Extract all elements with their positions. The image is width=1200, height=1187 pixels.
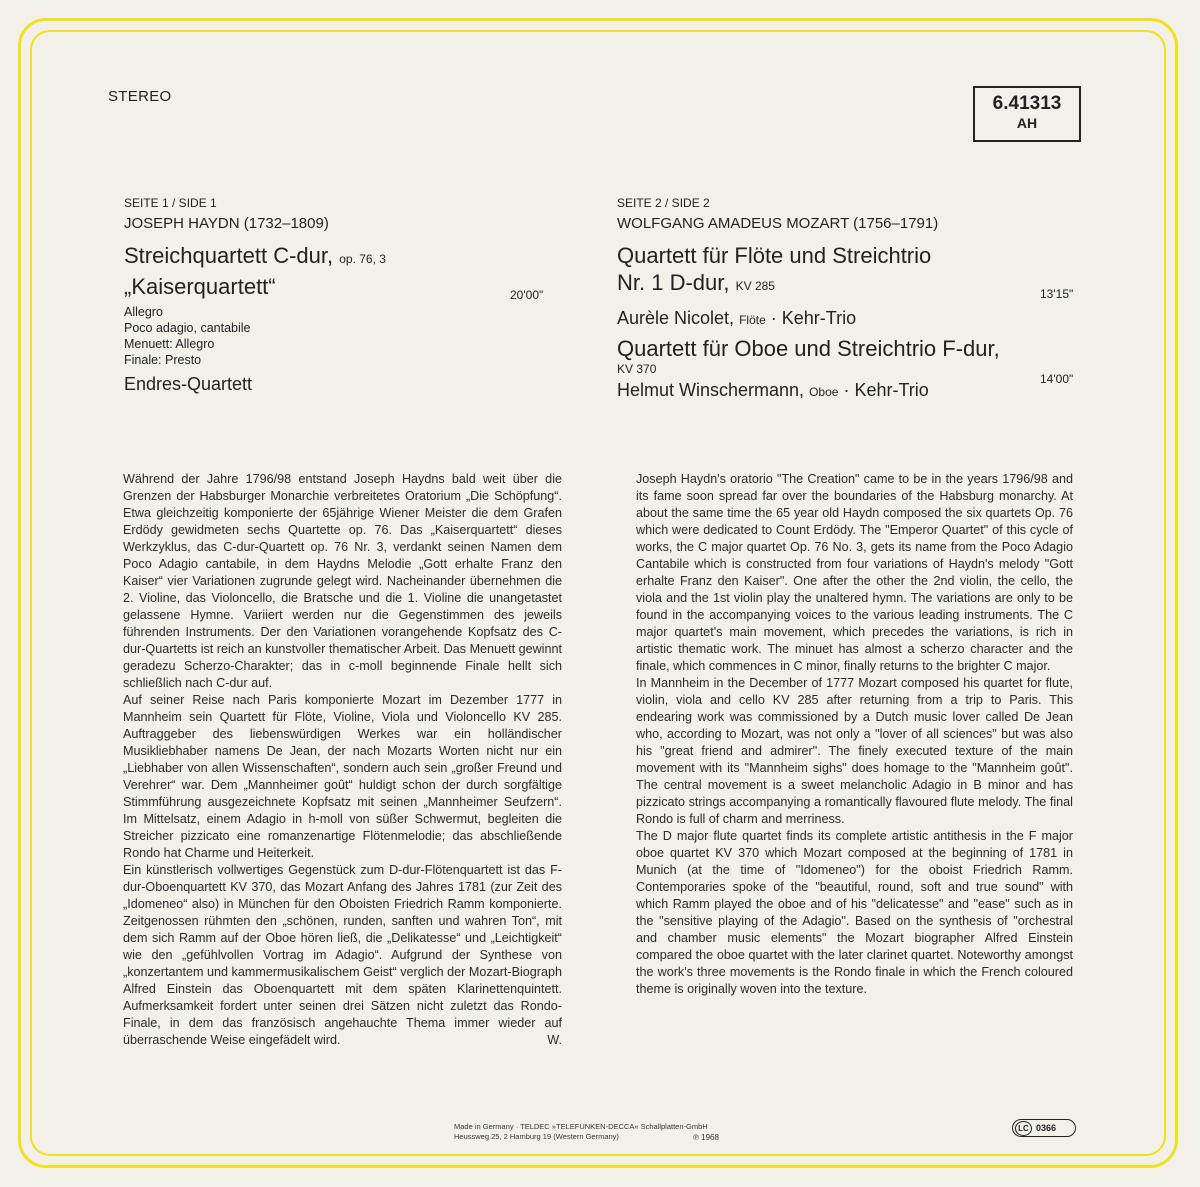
catalog-number-box bbox=[973, 86, 1081, 142]
performer-name: Helmut Winschermann, bbox=[617, 380, 805, 400]
footer-line-2: Heussweg 25, 2 Hamburg 19 (Western Germany) bbox=[454, 1132, 619, 1141]
notes-paragraph: In Mannheim in the December of 1777 Mozart composed his quartet for flute, violin, viola and cello KV 285 after returning from a trip to Paris. This endearing work was commissioned by a Dutch music lover called De Jean who, according to Mozart, was not only a "lover of all sciences" but was also his "great friend and admirer". The finely executed texture of the main movement with its "Mannheim sighs" does homage to the "Mannheim goût". The central movement is a sweet melancholic Adagio in B minor and has pizzicato strings accompanying a romantically flavoured flute melody. The final Rondo is full of charm and merriness. bbox=[636, 676, 1073, 826]
notes-paragraph: Joseph Haydn's oratorio "The Creation" came to be in the years 1796/98 and its fame soon spread far over the boundaries of the Habsburg monarchy. At about the same time the 65 year old Haydn composed the six quartets Op. 76 which were dedicated to Count Erdödy. The "Emperor Quartet" of this cycle of works, the C major quartet Op. 76 No. 3, gets its name from the Poco Adagio Cantabile which is constructed from four variations of Haydn's melody "Gott erhalte Franz den Kaiser". One after the other the 2nd violin, the cello, the viola and the 1st violin play the unaltered hymn. The variations are only to be found in the accompanying voices to the various leading instruments. The C major quartet's main movement, which precedes the variations, is rich in artistic thematic work. The minuet has almost a scherzo character and the finale, which commences in C minor, finally returns to the brighter C major. bbox=[636, 472, 1073, 673]
side2-program bbox=[617, 196, 1077, 401]
catalog-number: 6.41313 bbox=[992, 93, 1062, 114]
notes-paragraph: Ein künstlerisch vollwertiges Gegenstück zum D-dur-Flötenquartett ist das F-dur-Oboenquartett KV 370, das Mozart Anfang des Jahres 1781 (zur Zeit des „Idomeneo“ also) in München für den Oboisten Friedrich Ramm komponierte. Zeitgenossen rühmten den „schönen, runden, sanften und wahren Ton“, mit dem sich Ramm auf der Oboe hören ließ, die „Delikatesse“ und „Leichtigkeit“ wie den „gefühlvollen Vortrag im Adagio“. Aufgrund der Synthese von „konzertantem und kammermusikalischem Geist“ verglich der Mozart-Biograph Alfred Einstein das Oboenquartett mit dem späten Klarinettenquintett. Aufmerksamkeit fordert unter seinen drei Sätzen nicht zuletzt das Rondo-Finale, in dem das französisch angehauchte Thema immer wieder auf überraschende Weise eingefädelt wird. bbox=[123, 863, 562, 1047]
liner-notes-english bbox=[636, 471, 1073, 998]
performer-instrument: Oboe bbox=[809, 385, 839, 399]
performer-instrument: Flöte bbox=[739, 313, 766, 327]
side2-work1-title-line1: Quartett für Flöte und Streichtrio bbox=[617, 243, 932, 268]
side2-work1-key: Nr. 1 D-dur, bbox=[617, 270, 730, 295]
side1-performer: Endres-Quartett bbox=[124, 374, 253, 394]
side2-work2-title: Quartett für Oboe und Streichtrio F-dur, bbox=[617, 336, 1000, 361]
side2-work2-performers bbox=[617, 380, 1077, 401]
footer-line-1: Made in Germany · TELDEC »TELEFUNKEN-DECCA« Schallplatten-GmbH bbox=[454, 1122, 708, 1131]
label-code-badge bbox=[1012, 1119, 1076, 1137]
phonographic-copyright: ℗ 1968 bbox=[693, 1133, 719, 1142]
footer-imprint bbox=[454, 1122, 708, 1142]
lc-label: LC bbox=[1015, 1121, 1032, 1136]
ensemble-name: · Kehr-Trio bbox=[770, 308, 857, 328]
movement-item: Allegro bbox=[124, 305, 163, 319]
performer-name: Aurèle Nicolet, bbox=[617, 308, 735, 328]
side1-movements bbox=[124, 304, 564, 368]
notes-paragraph: The D major flute quartet finds its complete artistic antithesis in the F major oboe quartet KV 370 which Mozart composed at the beginning of 1781 in Munich (at the time of "Idomeneo") for the oboist Friedrich Ramm. Contemporaries spoke of the "beautiful, round, soft and true sound" with which Ramm played the oboe and of his "delicatesse" and "ease" such as in the "sensitive playing of the Adagio". Based on the synthesis of "orchestral and chamber music elements" the Mozart biographer Alfred Einstein compared the oboe quartet with the later clarinet quartet. Noteworthy amongst the work's three movements is the Rondo finale in which the French coloured theme is originally woven into the texture. bbox=[636, 829, 1073, 996]
notes-paragraph: Auf seiner Reise nach Paris komponierte Mozart im Dezember 1777 in Mannheim sein Quartett für Flöte, Violine, Viola und Violoncello KV 285. Auftraggeber des liebenswürdigen Werkes war ein holländischer Musikliebhaber namens De Jean, der nach Mozarts Worten nicht nur ein „Liebhaber von allen Wissenschaften“, sondern auch sein „großer Freund und Verehrer“ war. Dem „Mannheimer goût“ huldigt schon der durch sorgfältige Stimmführung ausgezeichnete Kopfsatz mit seinen „Mannheimer Seufzern“. Im Mittelsatz, einem Adagio in h-moll von süßer Schwermut, begleiten die Streicher pizzicato eine romanzenartige Flötenmelodie; das abschließende Rondo hat Charme und Heiterkeit. bbox=[123, 693, 562, 860]
lc-number: 0366 bbox=[1036, 1123, 1057, 1133]
movement-item: Menuett: Allegro bbox=[124, 337, 215, 351]
stereo-label: STEREO bbox=[108, 88, 172, 105]
side2-work1-title-line2 bbox=[617, 269, 1077, 300]
side1-label: SEITE 1 / SIDE 1 bbox=[124, 196, 217, 210]
notes-paragraph: Während der Jahre 1796/98 entstand Joseph Haydns bald weit über die Grenzen der Habsburger Monarchie verbreitetes Oratorium „Die Schöpfung“. Etwa gleichzeitig komponierte der 65jährige Wiener Meister die dem Grafen Erdödy gewidmeten sechs Quartette op. 76. Das „Kaiserquartett“ dieses Werkzyklus, das C-dur-Quartett op. 76 Nr. 3, verdankt seinen Namen dem Poco Adagio cantabile, in dem Haydns Melodie „Gott erhalte Franz den Kaiser“ vier Variationen zugrunde gelegt wird. Nacheinander übernehmen die 2. Violine, das Violoncello, die Bratsche und die 1. Violine die unangetastet gelassene Hymne. Variiert werden nur die Gegenstimmen des jeweils führenden Instruments. Der den Variationen vorangehende Kopfsatz des C-dur-Quartetts ist reich an kunstvoller thematischer Arbeit. Das Menuett gewinnt geradezu Scherzo-Charakter; das in c-moll beginnende Finale hellt sich schließlich nach C-dur auf. bbox=[123, 472, 562, 690]
movement-item: Poco adagio, cantabile bbox=[124, 321, 251, 335]
notes-signature: W. bbox=[547, 1033, 562, 1047]
liner-notes-german bbox=[123, 471, 562, 1049]
side1-work-title bbox=[124, 242, 564, 273]
side1-duration: 20'00" bbox=[510, 288, 544, 302]
movement-item: Finale: Presto bbox=[124, 353, 202, 367]
side1-composer: JOSEPH HAYDN (1732–1809) bbox=[124, 215, 329, 232]
side2-work2-duration: 14'00" bbox=[1040, 372, 1074, 386]
side2-work1-duration: 13'15" bbox=[1040, 287, 1074, 301]
side1-work-name: Streichquartett C-dur, bbox=[124, 243, 334, 268]
side2-work1-performers bbox=[617, 308, 1077, 329]
catalog-suffix: AH bbox=[1016, 115, 1038, 131]
side2-label: SEITE 2 / SIDE 2 bbox=[617, 196, 710, 210]
side2-composer: WOLFGANG AMADEUS MOZART (1756–1791) bbox=[617, 215, 939, 232]
side1-work-opus: op. 76, 3 bbox=[339, 252, 386, 266]
side2-work2-kv: KV 370 bbox=[617, 362, 657, 376]
ensemble-name: · Kehr-Trio bbox=[843, 380, 929, 400]
side1-work-nickname: „Kaiserquartett“ bbox=[124, 274, 276, 299]
side2-work1-kv: KV 285 bbox=[735, 279, 775, 293]
side1-program bbox=[124, 196, 564, 395]
